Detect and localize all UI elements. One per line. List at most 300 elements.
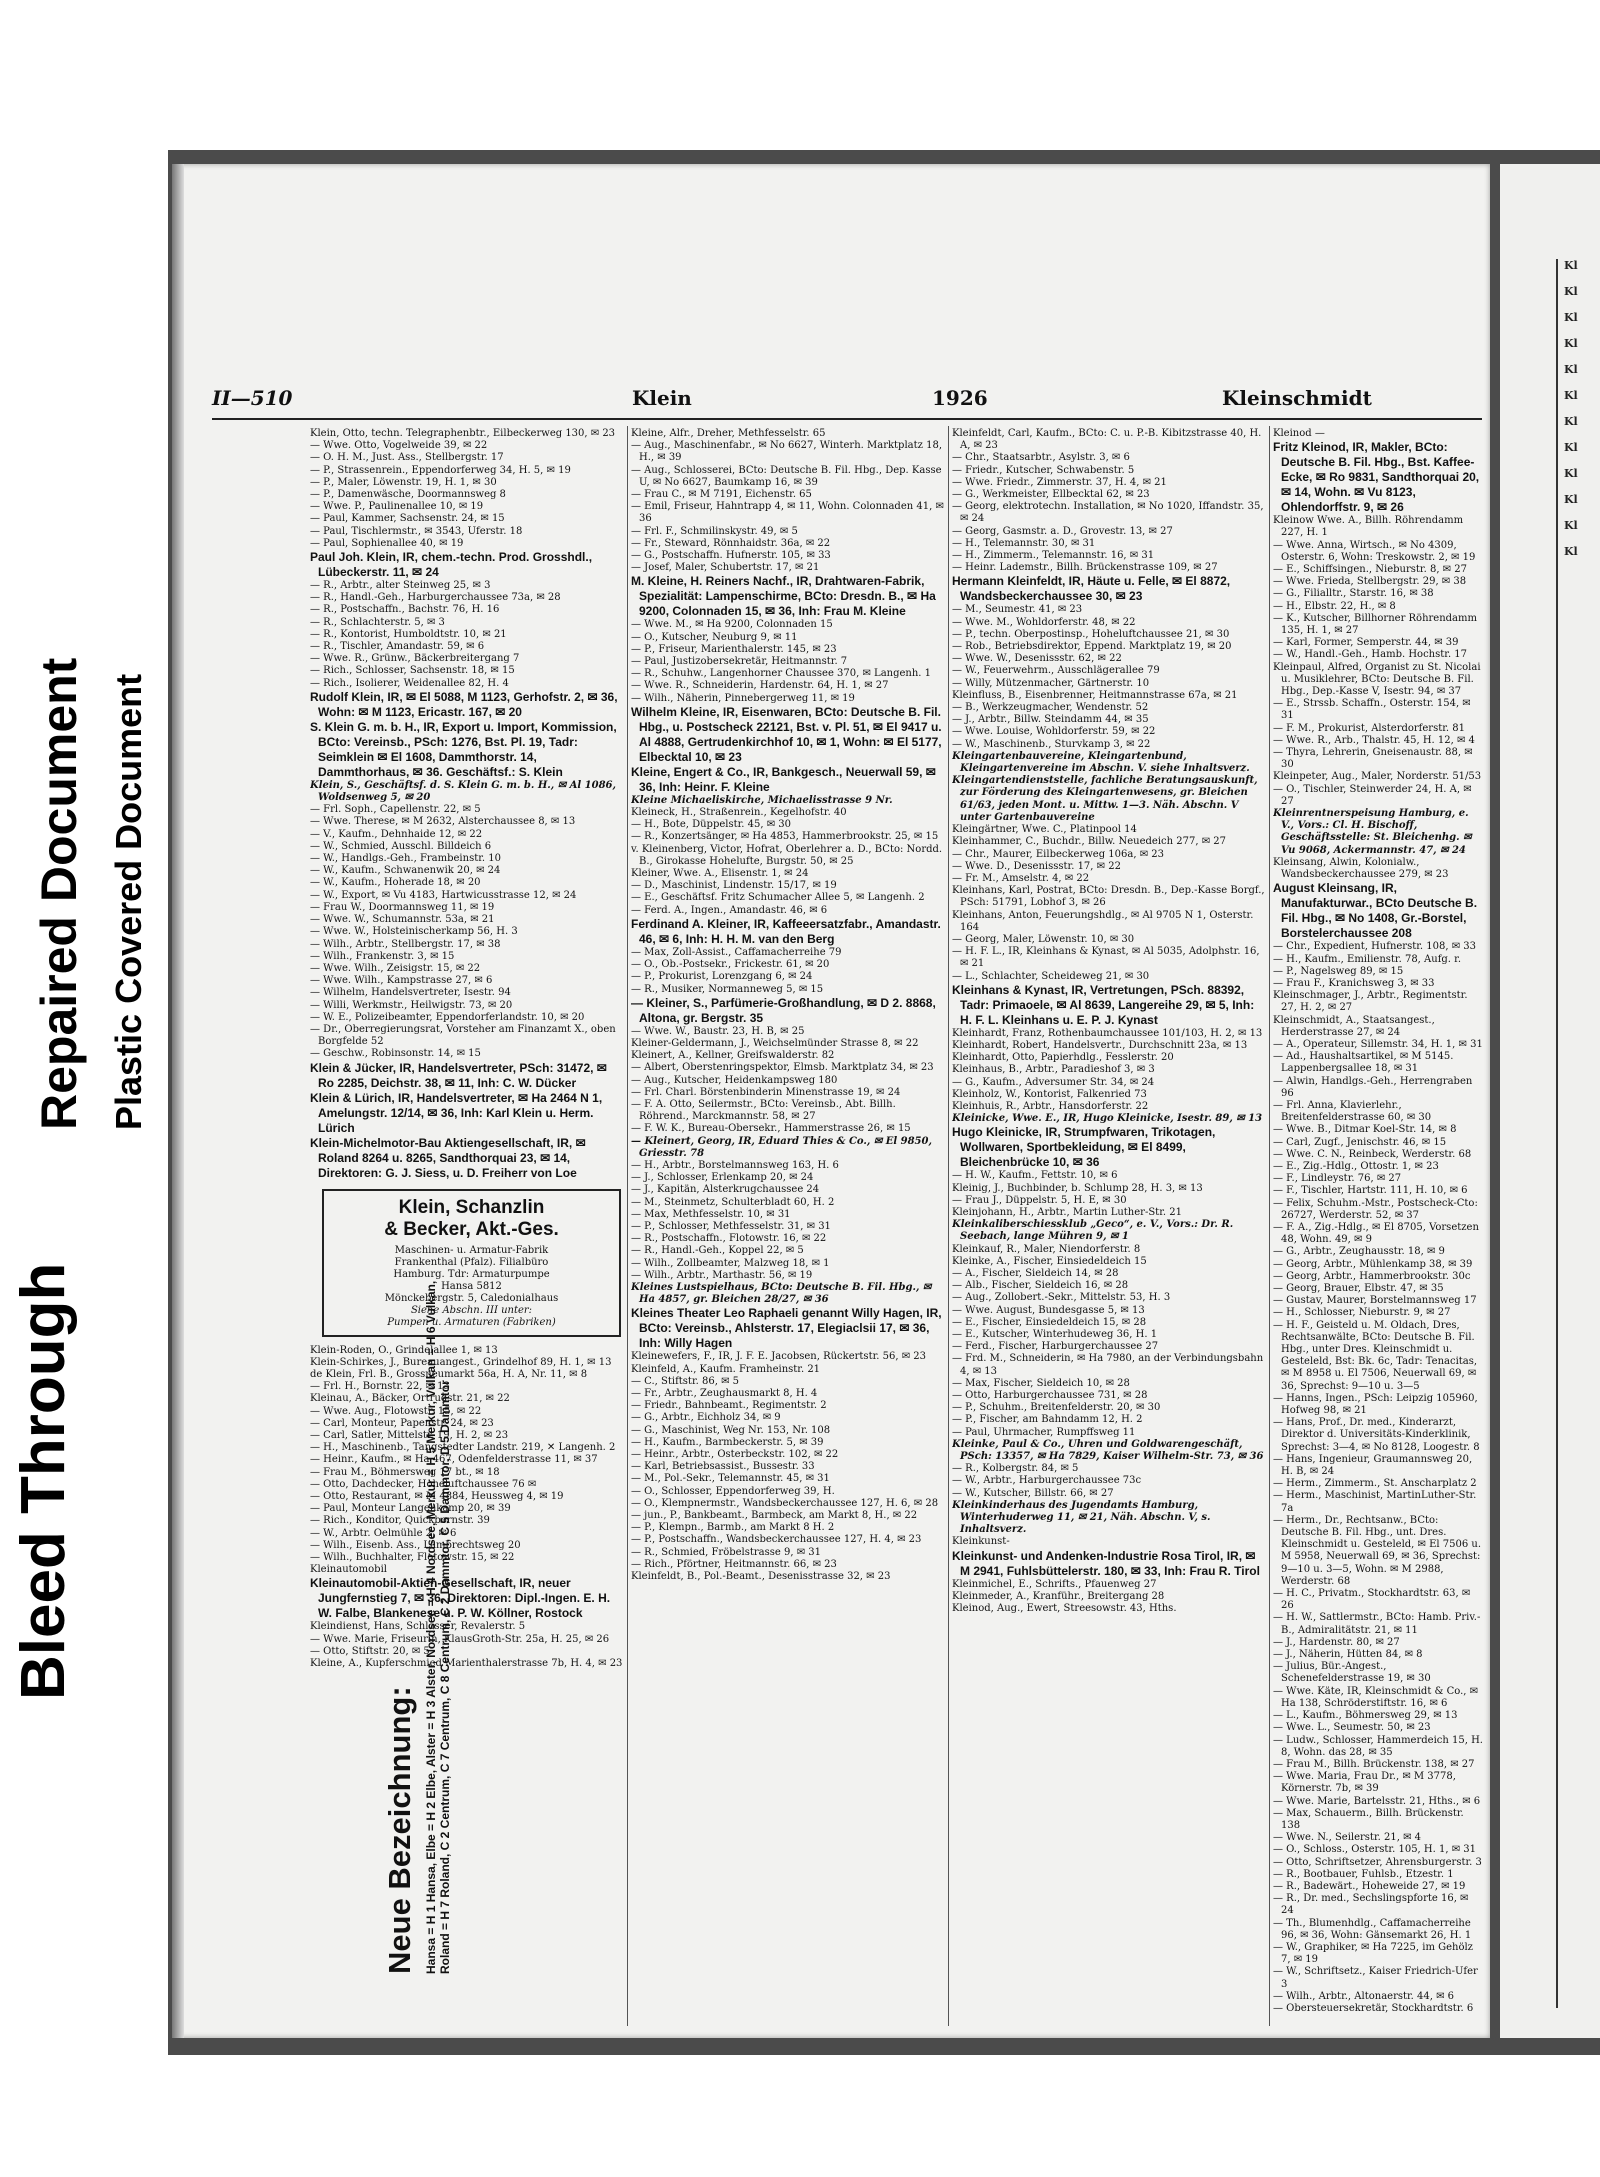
directory-entry: — Hans, Ingenieur, Graumannsweg 20, H. B, ✉ 24 (1273, 1453, 1473, 1478)
directory-entry: — Georg, Maler, Löwenstr. 10, ✉ 30 (952, 933, 1135, 945)
directory-entry: — H., Zimmerm., Telemannstr. 16, ✉ 31 (952, 550, 1155, 562)
directory-entry: Fritz Kleinod, IR, Makler, BCto: Deutsche B. Fil. Hbg., Bst. Kaffee-Ecke, ✉ Ro 9831, Sandthorquai 20, ✉ 14, Wohn. ✉ Vu 8123, Ohlendorffstr. 9, ✉ 26 (1273, 440, 1480, 515)
directory-entry: — Willy, Mützenmacher, Gärtnerstr. 10 (952, 677, 1150, 689)
directory-entry: — Max, Schauerm., Billh. Brückenstr. 138 (1273, 1807, 1464, 1831)
directory-entry: — H. F. L., IR, Kleinhans & Kynast, ✉ Al 5035, Adolphstr. 16, ✉ 21 (952, 946, 1260, 970)
directory-entry: — Chr., Staatsarbtr., Asylstr. 3, ✉ 6 (952, 452, 1130, 464)
directory-entry: — H., Maschinenb., Tangstedter Landstr. 219, ✕ Langenh. 2 (310, 1442, 616, 1454)
directory-entry: — R., Handl.-Geh., Harburgerchaussee 73a, ✉ 28 (310, 592, 561, 604)
directory-entry: Kleingartenbauvereine, Kleingartenbund, Kleingartenvereine im Abschn. V. siehe Inhaltsverz. (952, 750, 1250, 775)
ad-title-1: Klein, Schanzlin (398, 1196, 545, 1218)
directory-entry: — Rich., Isolierer, Weidenallee 82, H. 4 (310, 677, 509, 689)
directory-entry: — Georg, Gasmstr. a. D., Grovestr. 13, ✉ 27 (952, 525, 1173, 537)
directory-entry: — Wwe. R., Grünw., Bäckerbreitergang 7 (310, 653, 520, 665)
directory-entry: — O., Ob.-Postsekr., Frickestr. 61, ✉ 20 (631, 959, 830, 971)
directory-entry: M. Kleine, H. Reiners Nachf., IR, Drahtwaren-Fabrik, Spezialität: Lampenschirme, BCto: Dresdn. B., ✉ Ha 9200, Colonnaden 15, ✉ 36, Inh: Frau M. Kleine (631, 574, 936, 619)
directory-entry: Kleinhardt, Franz, Rothenbaumchaussee 101/103, H. 2, ✉ 13 (952, 1027, 1263, 1039)
entry-column-3 (952, 428, 1267, 2028)
directory-entry: — E., Kutscher, Winterhudeweg 36, H. 1 (952, 1329, 1158, 1340)
ad-line: Frankenthal (Pfalz). Filialbüro (394, 1256, 549, 1268)
directory-entry: — Frau C., ✉ M 7191, Eichenstr. 65 (631, 489, 812, 501)
directory-entry: — Wwe. W., Holsteinischerkamp 56, H. 3 (310, 926, 518, 938)
directory-entry: — Karl, Betriebsassist., Bussestr. 33 (631, 1461, 815, 1473)
directory-entry: — Gustav, Maurer, Borstelmannsweg 17 (1273, 1295, 1477, 1307)
directory-entry: Kleinicke, Wwe. E., IR, Hugo Kleinicke, Isestr. 89, ✉ 13 (952, 1113, 1263, 1125)
directory-entry: — P., Schlosser, Methfesselstr. 31, ✉ 31 (631, 1220, 831, 1232)
directory-entry: — Aug., Schlosserei, BCto: Deutsche B. Fil. Hbg., Dep. Kasse U, ✉ No 6627, Baumkamp 16, ✉ 39 (631, 464, 942, 488)
directory-entry: — Otto, Restaurant, ✉ M 4884, Heussweg 4, ✉ 19 (310, 1490, 564, 1502)
directory-entry: — W., Arbtr. Oelmühle 2, ✉ 6 (310, 1527, 457, 1539)
directory-entry: — W., Kutscher, Billstr. 66, ✉ 27 (952, 1487, 1114, 1499)
advertisement-box (322, 1189, 621, 1337)
directory-entry: Klein & Jücker, IR, Handelsvertreter, PSch: 31472, ✉ Ro 2285, Deichstr. 38, ✉ 11, Inh: C. W. Dücker (310, 1060, 607, 1090)
directory-entry: — G., Arbtr., Zeughausstr. 18, ✉ 9 (1273, 1246, 1445, 1258)
directory-entry: Klein-Schirkes, J., Bureauangest., Grindelhof 89, H. 1, ✉ 13 (310, 1356, 612, 1368)
directory-entry: — Wwe. B., Ditmar Koel-Str. 14, ✉ 8 (1273, 1124, 1457, 1136)
directory-entry: — H., Kaufm., Emilienstr. 78, Aufg. r. (1273, 953, 1462, 965)
directory-entry: — P., Nagelsweg 89, ✉ 15 (1273, 965, 1404, 977)
directory-entry: — O., Kutscher, Neuburg 9, ✉ 11 (631, 631, 798, 643)
directory-entry: — G., Arbtr., Eichholz 34, ✉ 9 (631, 1412, 781, 1424)
directory-entry: — P., Klempn., Barmb., am Markt 8 H. 2 (631, 1522, 835, 1534)
directory-entry: — Dr., Oberregierungsrat, Vorsteher am Finanzamt X., oben Borgfelde 52 (310, 1023, 616, 1048)
directory-entry: Klein-Roden, O., Grindelallee 1, ✉ 13 (310, 1344, 498, 1356)
directory-entry: — A., Fischer, Sieldeich 14, ✉ 28 (952, 1267, 1119, 1279)
directory-entry: — W., Export, ✉ Vu 4183, Hartwicusstrasse 12, ✉ 24 (310, 889, 577, 901)
directory-entry: — jun., P., Bankbeamt., Barmbeck, am Markt 8, H., ✉ 22 (631, 1510, 918, 1522)
ad-title-2: & Becker, Akt.-Ges. (384, 1218, 559, 1240)
directory-entry: — Frl. Soph., Capellenstr. 22, ✉ 5 (310, 804, 481, 816)
directory-entry: Kleinschmidt, A., Staatsangest., Herderstrasse 27, ✉ 24 (1273, 1014, 1435, 1038)
directory-entry: — Paul, Tischlermstr., ✉ 3543, Uferstr. 18 (310, 525, 523, 537)
directory-entry: — G., Kaufm., Adversumer Str. 34, ✉ 24 (952, 1076, 1155, 1088)
directory-entry: — Paul, Kammer, Sachsenstr. 24, ✉ 15 (310, 513, 505, 525)
directory-entry: — Wilh., Buchhalter, Flotowstr. 15, ✉ 22 (310, 1551, 515, 1563)
directory-entry: Kleinfeldt, B., Pol.-Beamt., Desenisstrasse 32, ✉ 23 (631, 1571, 891, 1583)
directory-entry: — Georg, Brauer, Elbstr. 47, ✉ 35 (1273, 1282, 1444, 1294)
directory-entry: — Otto, Stiftstr. 20, ✉ 5 (310, 1645, 430, 1657)
directory-entry: — Fr., Arbtr., Zeughausmarkt 8, H. 4 (631, 1387, 818, 1399)
directory-entry: Kleine, Alfr., Dreher, Methfesselstr. 65 (631, 428, 826, 439)
directory-entry: — R., Arbtr., alter Steinweg 25, ✉ 3 (310, 580, 491, 592)
directory-entry: — P., Strassenrein., Eppendorferweg 34, H. 5, ✉ 19 (310, 464, 571, 476)
directory-entry: Kleineck, H., Straßenrein., Kegelhofstr. 40 (631, 807, 847, 819)
directory-entry: Klein, Otto, techn. Telegraphenbtr., Eilbeckerweg 130, ✉ 23 (310, 428, 616, 439)
directory-entry: Kleinkunst- (952, 1536, 1010, 1548)
directory-entry: — H., Telemannstr. 30, ✉ 31 (952, 537, 1096, 549)
directory-entry: — Frau M., Billh. Brückenstr. 138, ✉ 27 (1273, 1758, 1475, 1770)
cut-off-text: Kl (1564, 519, 1578, 532)
directory-entry: — Wwe. W., Baustr. 23, H. B, ✉ 25 (631, 1025, 805, 1037)
directory-entry: — L., Kaufm., Böhmersweg 29, ✉ 13 (1273, 1710, 1458, 1722)
directory-entry: — G., Postschaffn. Hufnerstr. 105, ✉ 33 (631, 550, 831, 562)
directory-entry: — Wwe. R., Arb., Thalstr. 45, H. 12, ✉ 4 (1273, 734, 1475, 746)
directory-entry: Kleinau, A., Bäcker, Ortrudstr. 21, ✉ 22 (310, 1393, 510, 1405)
ad-line: Hamburg. Tdr: Armaturpumpe (393, 1268, 550, 1280)
directory-entry: — H., Elbstr. 22, H., ✉ 8 (1273, 600, 1396, 612)
directory-entry: — Wwe. August, Bundesgasse 5, ✉ 13 (952, 1304, 1145, 1316)
directory-entry: Kleinod — (1273, 428, 1325, 439)
directory-entry: Kleine, A., Kupferschmied Marienthalerstrasse 7b, H. 4, ✉ 23 (310, 1658, 623, 1669)
directory-entry: — R., Schmied, Fröbelstrasse 9, ✉ 31 (631, 1546, 822, 1558)
directory-entry: — Max, Fischer, Sieldeich 10, ✉ 28 (952, 1377, 1130, 1389)
ad-line: Mönckebergstr. 5, Caledonialhaus (384, 1292, 559, 1304)
directory-entry: — Frau M., Böhmersweg 17 bt., ✉ 18 (310, 1466, 500, 1478)
directory-page (172, 164, 1490, 2038)
directory-entry: — J., Kapitän, Alsterkrugchaussee 24 (631, 1184, 820, 1196)
directory-entry: — E., Zig.-Hdlg., Ottostr. 1, ✉ 23 (1273, 1160, 1439, 1172)
directory-entry: — A., Operateur, Sillemstr. 34, H. 1, ✉ 31 (1273, 1038, 1483, 1050)
column-divider (948, 426, 949, 2026)
directory-entry: — Wwe. Marie, Friseurin, KlausGroth-Str. 25a, H. 25, ✉ 26 (310, 1633, 610, 1645)
directory-entry: Kleinpaul, Alfred, Organist zu St. Nicolai u. Musiklehrer, BCto: Deutsche B. Fil. Hbg., Dep.-Kasse V, Isestr. 94, ✉ 37 (1273, 661, 1481, 698)
cut-off-text: Kl (1564, 415, 1578, 428)
directory-entry: — E., Strssb. Schaffn., Osterstr. 154, ✉ 31 (1273, 698, 1471, 722)
directory-entry: — Friedr., Kutscher, Schwabenstr. 5 (952, 464, 1135, 476)
directory-entry: Kleinpeter, Aug., Maler, Norderstr. 51/53 (1273, 771, 1482, 783)
entry-column-2 (631, 428, 946, 2028)
cut-off-text: Kl (1564, 493, 1578, 506)
directory-entry: Kleindienst, Hans, Schlosser, Revalerstr. 5 (310, 1621, 526, 1633)
directory-entry: — W., Kaufm., Hoherade 18, ✉ 20 (310, 877, 481, 889)
directory-entry: — F. W. K., Bureau-Obersekr., Hammerstrasse 26, ✉ 15 (631, 1123, 911, 1135)
directory-entry: Klein & Lürich, IR, Handelsvertreter, ✉ Ha 2464 N 1, Amelungstr. 12/14, ✉ 36, Inh: Karl Klein u. Herm. Lürich (310, 1090, 603, 1135)
directory-entry: Kleiner, Wwe. A., Elisenstr. 1, ✉ 24 (631, 868, 809, 880)
directory-entry: — Georg, elektrotechn. Installation, ✉ No 1020, Iffandstr. 35, ✉ 24 (952, 501, 1264, 525)
directory-entry: — Kleiner, S., Parfümerie-Großhandlung, ✉ D 2. 8868, Altona, gr. Bergstr. 35 (631, 995, 936, 1025)
directory-entry: — Paul, Sophienallee 40, ✉ 19 (310, 537, 464, 549)
directory-entry: Kleinewefers, F., IR, J. F. E. Jacobsen, Rückertstr. 56, ✉ 23 (631, 1351, 926, 1363)
directory-entry: — W., Handl.-Geh., Hamb. Hochstr. 17 (1273, 649, 1468, 661)
directory-entry: — P., Damenwäsche, Doormannsweg 8 (310, 489, 506, 501)
ad-note: Siehe Abschn. III unter: (410, 1304, 533, 1316)
directory-entry: — Rich., Konditor, Quickbornstr. 39 (310, 1515, 490, 1527)
directory-entry: — H., Kaufm., Barmbeckerstr. 5, ✉ 39 (631, 1436, 824, 1448)
directory-entry: — R., Musiker, Normanneweg 5, ✉ 15 (631, 983, 824, 995)
directory-entry: — Wwe. C. N., Reinbeck, Werderstr. 68 (1273, 1148, 1472, 1160)
directory-entry: Kleinholz, W., Kontorist, Falkenried 73 (952, 1088, 1147, 1100)
cut-off-text: Kl (1564, 363, 1578, 376)
directory-entry: — Georg, Arbtr., Mühlenkamp 38, ✉ 39 (1273, 1258, 1473, 1270)
header-divider (212, 418, 1482, 420)
directory-entry: Kleingärtner, Wwe. C., Platinpool 14 (952, 824, 1137, 836)
directory-entry: — Frl. Charl. Börstenbinderin Minenstrasse 19, ✉ 24 (631, 1086, 901, 1098)
directory-entry: Hermann Kleinfeldt, IR, Häute u. Felle, ✉ El 8872, Wandsbeckerchaussee 30, ✉ 23 (952, 574, 1231, 604)
directory-entry: — H., Bote, Düppelstr. 45, ✉ 30 (631, 819, 792, 831)
directory-entry: — Fr., Steward, Rönnhaidstr. 36a, ✉ 22 (631, 537, 831, 549)
directory-entry: — F. M., Prokurist, Alsterdorferstr. 81 (1273, 722, 1465, 734)
directory-entry: August Kleinsang, IR, Manufakturwar., BCto Deutsche B. Fil. Hbg., ✉ No 1408, Gr.-Borstel, Borstelerchaussee 208 (1273, 881, 1478, 941)
directory-entry: S. Klein G. m. b. H., IR, Export u. Import, Kommission, BCto: Vereinsb., PSch: 1276, Bst. Pl. 19, Tadr: Seimklein ✉ El 1608, Dammthorstr. 14, Dammthorhaus, ✉ 36. Geschäftsf.: S. Klein (310, 719, 617, 779)
directory-entry: — R., Badewärt., Hoheweide 27, ✉ 19 (1273, 1880, 1466, 1892)
directory-entry: Kleinjohann, H., Arbtr., Martin Luther-Str. 21 (952, 1206, 1182, 1218)
directory-entry: — Wwe. Maria, Frau Dr., ✉ M 3778, Körnerstr. 7b, ✉ 39 (1273, 1771, 1456, 1795)
directory-entry: — Wilh., Eisenb. Ass., Lambrechtsweg 20 (310, 1539, 521, 1551)
directory-entry: — Alwin, Handlgs.-Geh., Herrengraben 96 (1273, 1075, 1473, 1099)
directory-entry: — Wwe. Frieda, Stellbergstr. 29, ✉ 38 (1273, 576, 1467, 588)
ad-line: Maschinen- u. Armatur-Fabrik (394, 1244, 549, 1256)
directory-entry: — R., Postschaffn., Flotowstr. 16, ✉ 22 (631, 1233, 827, 1245)
directory-entry: — J., Hardenstr. 80, ✉ 27 (1273, 1636, 1400, 1648)
directory-entry: Paul Joh. Klein, IR, chem.-techn. Prod. Grosshdl., Lübeckerstr. 11, ✉ 24 (310, 550, 593, 580)
directory-entry: — V., Kaufm., Dehnhaide 12, ✉ 22 (310, 828, 483, 840)
entry-column-1 (310, 428, 625, 2028)
directory-entry: — Frl. H., Bornstr. 22, ✉ 13 (310, 1381, 450, 1393)
directory-entry: Kleinfeld, A., Kaufm. Framheinstr. 21 (631, 1363, 821, 1375)
cut-off-text: Kl (1564, 441, 1578, 454)
column-divider (627, 426, 628, 2026)
directory-entry: — R., Handl.-Geh., Koppel 22, ✉ 5 (631, 1245, 804, 1257)
directory-entry: — R., Schlachterstr. 5, ✉ 3 (310, 616, 445, 628)
directory-entry: — Georg, Arbtr., Hammerbrookstr. 30c (1273, 1270, 1471, 1282)
directory-entry: — Wwe. Louise, Wohldorferstr. 59, ✉ 22 (952, 726, 1156, 738)
directory-entry: Kleinsang, Alwin, Kolonialw., Wandsbeckerchaussee 279, ✉ 23 (1273, 856, 1449, 881)
directory-entry: — Wwe. Käte, IR, Kleinschmidt & Co., ✉ Ha 138, Schröderstiftstr. 16, ✉ 6 (1273, 1685, 1479, 1709)
directory-entry: — O. H. M., Just. Ass., Stellbergstr. 17 (310, 452, 504, 464)
directory-entry: — Wilh., Näherin, Pinnebergerweg 11, ✉ 19 (631, 692, 855, 704)
directory-entry: — Carl, Zugf., Jenischstr. 46, ✉ 15 (1273, 1136, 1447, 1148)
directory-entry: — Wwe. Aug., Flotowstr. 15, ✉ 22 (310, 1405, 482, 1417)
directory-entry: — Julius, Bür.-Angest., Schenefelderstrasse 19, ✉ 30 (1273, 1661, 1431, 1685)
cut-off-text: Kl (1564, 389, 1578, 402)
directory-entry: — Wwe. Wilh., Zeisigstr. 15, ✉ 22 (310, 962, 481, 974)
directory-entry: Kleinke, A., Fischer, Einsiedeldeich 15 (952, 1255, 1147, 1267)
legend-line-2: Roland = H 7 Roland, C 2 Centrum, C 7 Centrum, C 8 Centrum, C 2 Dammtor, C 5 Dammtor, D 5 Dammtor (438, 1380, 452, 1974)
directory-entry: Kleinautomobil (310, 1564, 387, 1576)
directory-entry: — H., Schlosser, Nieburstr. 9, ✉ 27 (1273, 1307, 1451, 1319)
directory-entry: Rudolf Klein, IR, ✉ El 5088, M 1123, Gerhofstr. 2, ✉ 36, Wohn: ✉ M 1123, Ericastr. 167, ✉ 20 (310, 689, 618, 719)
directory-entry: — Aug., Maschinenfabr., ✉ No 6627, Winterh. Marktplatz 18, H., ✉ 39 (631, 440, 942, 464)
directory-entry: — Paul, Uhrmacher, Rumpffsweg 11 (952, 1426, 1136, 1438)
directory-entry: — H. W., Kaufm., Fettstr. 10, ✉ 6 (952, 1170, 1118, 1182)
directory-entry: Kleingartendienststelle, fachliche Beratungsauskunft, zur Förderung des Kleingartenwesens, gr. Bleichen 61/63, jeden Mont. u. Mittw. 1—3. Näh. Abschn. V unter Gartenbauvereine (952, 775, 1258, 823)
directory-entry: — Aug., Zollobert.-Sekr., Mittelstr. 53, H. 3 (952, 1292, 1171, 1304)
directory-entry: — W., Handlgs.-Geh., Frambeinstr. 10 (310, 853, 501, 865)
ad-line: Hansa 5812 (441, 1280, 502, 1292)
directory-entry: — W., Feuerwehrm., Ausschlägerallee 79 (952, 665, 1160, 677)
directory-entry: — E., Geschäftsf. Fritz Schumacher Allee 5, ✉ Langenh. 2 (631, 892, 925, 904)
directory-entry: — Wwe. M., Wohldorferstr. 48, ✉ 22 (952, 616, 1136, 628)
directory-entry: — W., Graphiker, ✉ Ha 7225, im Gehölz 7, ✉ 19 (1273, 1941, 1473, 1966)
directory-entry: — W., Kaufm., Schwanenwik 20, ✉ 24 (310, 865, 501, 877)
directory-entry: — Carl, Satler, Mittelstr. 19, H. 2, ✉ 23 (310, 1429, 509, 1441)
directory-entry: — Frau F., Kranichsweg 3, ✉ 33 (1273, 977, 1435, 989)
directory-entry: — Carl, Monteur, Papenstr. 24, ✉ 23 (310, 1417, 494, 1429)
directory-entry: — Frl. F., Schmilinskystr. 49, ✉ 5 (631, 525, 798, 537)
directory-entry: Kleine, Engert & Co., IR, Bankgesch., Neuerwall 59, ✉ 36, Inh: Heinr. F. Kleine (631, 764, 936, 794)
directory-entry: — Herm., Maschinist, MartinLuther-Str. 7a (1273, 1490, 1477, 1514)
directory-entry: — Otto, Schriftsetzer, Ahrensburgerstr. 3 (1273, 1856, 1482, 1868)
directory-entry: Kleinmichel, E., Schrifts., Pfauenweg 27 (952, 1578, 1157, 1590)
directory-entry: — Ad., Haushaltsartikel, ✉ M 5145. Lappenbergsallee 18, ✉ 31 (1273, 1051, 1454, 1075)
header-year: 1926 (932, 386, 988, 410)
directory-entry: de Klein, Frl. B., Grossneumarkt 56a, H. A, Nr. 11, ✉ 8 (310, 1368, 588, 1380)
directory-entry: — Willi, Werkmstr., Heilwigstr. 73, ✉ 20 (310, 999, 513, 1011)
directory-entry: Kleinhardt, Otto, Papierhdlg., Fesslerstr. 20 (952, 1052, 1174, 1064)
directory-entry: — Wwe. D., Desenissstr. 17, ✉ 22 (952, 860, 1121, 872)
directory-entry: — O., Schloss., Osterstr. 105, H. 1, ✉ 31 (1273, 1844, 1476, 1856)
directory-entry: Kleinautomobil-Aktien-Gesellschaft, IR, neuer Jungfernstieg 7, ✉ 36, Direktoren: Dipl.-Ingen. E. H. W. Falbe, Blankenese u. P. W. Köllner, Rostock (310, 1576, 611, 1621)
cut-off-text: Kl (1564, 311, 1578, 324)
directory-entry: Kleiner-Geldermann, J., Weichselmünder Strasse 8, ✉ 22 (631, 1037, 919, 1049)
directory-entry: — Wwe. Friedr., Zimmerstr. 37, H. 4, ✉ 21 (952, 476, 1167, 488)
directory-entry: — G., Maschinist, Weg Nr. 153, Nr. 108 (631, 1424, 831, 1436)
directory-entry: — Obersteuersekretär, Stockhardtstr. 6 (1273, 2002, 1474, 2014)
directory-entry: Kleinhans, Karl, Postrat, BCto: Dresdn. B., Dep.-Kasse Borgf., PSch: 51791, Lobhof 3, ✉ 26 (952, 885, 1265, 909)
directory-entry: — Hans, Prof., Dr. med., Kinderarzt, Direktor d. Universitäts-Kinderklinik, Sprechst: 3—4, ✉ No 8128, Loogestr. 8 (1273, 1417, 1480, 1453)
directory-entry: — Alb., Fischer, Sieldeich 16, ✉ 28 (952, 1280, 1129, 1292)
directory-entry: — P., Schuhm., Breitenfelderstr. 20, ✉ 30 (952, 1402, 1161, 1414)
directory-entry: — Rich., Schlosser, Sachsenstr. 18, ✉ 15 (310, 665, 515, 677)
directory-entry: Kleinig, J., Buchbinder, b. Schlump 28, H. 3, ✉ 13 (952, 1182, 1203, 1194)
directory-entry: — Josef, Maler, Schubertstr. 17, ✉ 21 (631, 562, 820, 574)
directory-entry: — Wilh., Arbtr., Marthastr. 56, ✉ 19 (631, 1269, 813, 1281)
directory-entry: Kleines Theater Leo Raphaeli genannt Willy Hagen, IR, BCto: Vereinsb., Ahlsterstr. 17, Elegiaclsii 17, ✉ 36, Inh: Willy Hagen (631, 1306, 942, 1351)
directory-entry: — B., Werkzeugmacher, Wendenstr. 52 (952, 702, 1149, 714)
directory-entry: — R., Schuhw., Langenhorner Chaussee 370, ✉ Langenh. 1 (631, 668, 932, 680)
directory-entry: — Chr., Maurer, Eilbeckerweg 106a, ✉ 23 (952, 848, 1164, 860)
directory-entry: — Friedr., Bahnbeamt., Regimentstr. 2 (631, 1400, 827, 1412)
directory-entry: — E., Schiffsingen., Nieburstr. 8, ✉ 27 (1273, 564, 1467, 576)
directory-entry: — Wwe. M., ✉ Ha 9200, Colonnaden 15 (631, 619, 833, 631)
directory-entry: — P., Maler, Löwenstr. 19, H. 1, ✉ 30 (310, 476, 497, 488)
directory-entry: — G., Filialltr., Starstr. 16, ✉ 38 (1273, 588, 1434, 600)
legend-title: Neue Bezeichnung: (382, 1686, 417, 1974)
directory-entry: — P., techn. Oberpostinsp., Hoheluftchaussee 21, ✉ 30 (952, 628, 1230, 640)
directory-entry: — Aug., Kutscher, Heidenkampsweg 180 (631, 1074, 838, 1086)
header-last-entry: Kleinschmidt (1222, 386, 1372, 410)
legend-line-1: Hansa = H 1 Hansa, Elbe = H 2 Elbe, Alster = H 3 Alster, Nordsee = H 4 Nordsee, Merkur = H 5 Merkur, Vulkan = H 6 Vulkan, (424, 1280, 438, 1974)
directory-entry: Kleinhans & Kynast, IR, Vertretungen, PSch. 88392, Tadr: Primaoele, ✉ Al 8639, Langereihe 29, ✉ 5, Inh: H. F. L. Kleinhans u. E. P. J. Kynast (952, 982, 1255, 1027)
directory-entry: — Wwe. Marie, Bartelsstr. 21, Hths., ✉ 6 (1273, 1795, 1481, 1807)
directory-entry: — E., Fischer, Einsiedeldeich 15, ✉ 28 (952, 1316, 1147, 1328)
directory-entry: Kleinke, Paul & Co., Uhren und Goldwarengeschäft, PSch: 13357, ✉ Ha 7829, Kaiser Wilhelm-Str. 73, ✉ 36 (952, 1438, 1264, 1463)
directory-entry: — Wwe. N., Seilerstr. 21, ✉ 4 (1273, 1832, 1421, 1844)
directory-entry: — R., Bootbauer, Fuhlsb., Etzestr. 1 (1273, 1868, 1454, 1880)
directory-entry: Kleine Michaeliskirche, Michaelisstrasse 9 Nr. (631, 794, 893, 806)
cut-off-text: Kl (1564, 467, 1578, 480)
directory-entry: — R., Konzertsänger, ✉ Ha 4853, Hammerbrookstr. 25, ✉ 15 (631, 831, 939, 843)
directory-entry: — M., Pol.-Sekr., Telemannstr. 45, ✉ 31 (631, 1473, 830, 1485)
directory-entry: — J., Schlosser, Erlenkamp 20, ✉ 24 (631, 1172, 814, 1184)
directory-entry: — R., Kontorist, Humboldtstr. 10, ✉ 21 (310, 628, 507, 640)
directory-entry: — Ludw., Schlosser, Hammerdeich 15, H. 8, Wohn. das 28, ✉ 35 (1273, 1734, 1483, 1758)
repaired-document-label: Repaired Document (31, 657, 87, 1130)
directory-entry: — Rob., Betriebsdirektor, Eppend. Marktplatz 19, ✉ 20 (952, 641, 1232, 653)
directory-entry: — Wwe. Therese, ✉ M 2632, Alsterchaussee 8, ✉ 13 (310, 816, 576, 828)
directory-entry: — Heinr. Lademstr., Billh. Brückenstrasse 109, ✉ 27 (952, 562, 1218, 574)
directory-entry: — P., Prokurist, Lorenzgang 6, ✉ 24 (631, 971, 813, 983)
next-page-edge (1500, 164, 1600, 2038)
directory-entry: — J., Arbtr., Billw. Steindamm 44, ✉ 35 (952, 714, 1149, 726)
directory-entry: Kleinschmager, J., Arbtr., Regimentstr. 27, H. 2, ✉ 27 (1273, 990, 1468, 1014)
directory-entry: — Paul, Monteur Langenkamp 20, ✉ 39 (310, 1503, 511, 1515)
directory-entry: — K., Kutscher, Billhorner Röhrendamm 135, H. 1, ✉ 27 (1273, 612, 1477, 637)
directory-entry: — P., Friseur, Marienthalerstr. 145, ✉ 23 (631, 643, 837, 655)
directory-entry: — Wwe. R., Schneiderin, Hardenstr. 64, H. 1, ✉ 27 (631, 680, 889, 692)
directory-entry: Kleinod, Aug., Ewert, Streesowstr. 43, Hths. (952, 1603, 1177, 1615)
cut-off-text: Kl (1564, 337, 1578, 350)
entry-column-4 (1273, 428, 1483, 2028)
directory-entry: — Paul, Justizobersekretär, Heitmannstr. 7 (631, 656, 848, 668)
directory-entry: — Herm., Dr., Rechtsanw., BCto: Deutsche B. Fil. Hbg., unt. Dres. Kleinschmidt u. Gesteleld, ✉ El 7506 u. M 5958, Neuerwall 69, ✉ 36, Sprechst: 9—10 u. 3—5, Wohn. ✉ M 2988, Werderstr. 68 (1273, 1514, 1482, 1587)
cut-off-text: Kl (1564, 545, 1578, 558)
directory-entry: v. Kleinenberg, Victor, Hofrat, Oberlehrer a. D., BCto: Nordd. B., Girokasse Hohelufte, Burgstr. 50, ✉ 25 (631, 843, 943, 867)
directory-entry: — Wwe. P., Paulinenallee 10, ✉ 19 (310, 501, 484, 513)
directory-entry: Kleinfluss, B., Eisenbrenner, Heitmannstrasse 67a, ✉ 21 (952, 689, 1238, 701)
plastic-covered-label: Plastic Covered Document (108, 673, 149, 1130)
directory-entry: — Albert, Oberstenringspektor, Elmsb. Marktplatz 34, ✉ 23 (631, 1062, 934, 1074)
directory-entry: — R., Postschaffn., Bachstr. 76, H. 16 (310, 604, 500, 616)
directory-entry: Kleinhans, Anton, Feuerungshdlg., ✉ Al 9705 N 1, Osterstr. 164 (952, 909, 1254, 933)
directory-entry: Klein, S., Geschäftsf. d. S. Klein G. m. b. H., ✉ Al 1086, Woldsenweg 5, ✉ 20 (310, 779, 616, 804)
directory-entry: — Chr., Expedient, Hufnerstr. 108, ✉ 33 (1273, 941, 1476, 953)
cut-off-text: Kl (1564, 259, 1578, 272)
directory-entry: — M., Seumestr. 41, ✉ 23 (952, 604, 1083, 616)
directory-entry: Kleinhardt, Robert, Handelsvertr., Durchschnitt 23a, ✉ 13 (952, 1039, 1248, 1051)
directory-entry: — Max, Zoll-Assist., Caffamacherreihe 79 (631, 946, 842, 958)
directory-entry: — F. A., Zig.-Hdlg., ✉ El 8705, Vorsetzen 48, Wohn. 49, ✉ 9 (1273, 1221, 1479, 1246)
directory-entry: — W. E., Polizeibeamter, Eppendorferlandstr. 10, ✉ 20 (310, 1011, 585, 1023)
directory-entry: — O., Klempnermstr., Wandsbeckerchaussee 127, H. 6, ✉ 28 (631, 1497, 939, 1509)
directory-entry: — R., Dr. med., Sechslingspforte 16, ✉ 24 (1273, 1893, 1469, 1917)
directory-entry: Klein-Michelmotor-Bau Aktiengesellschaft, IR, ✉ Roland 8264 u. 8265, Sandthorquai 23, ✉ 14, Direktoren: G. J. Siess, u. D. Freiherr von Loe (310, 1135, 586, 1180)
directory-entry: — O., Tischler, Steinwerder 24, H. A, ✉ 27 (1273, 783, 1472, 807)
directory-entry: — Wilh., Arbtr., Stellbergstr. 17, ✉ 38 (310, 938, 501, 950)
directory-entry: — Frd. M., Schneiderin, ✉ Ha 7980, an der Verbindungsbahn 4, ✉ 13 (952, 1353, 1264, 1377)
next-page-fragments (1564, 259, 1600, 571)
directory-entry: Kleinkauf, R., Maler, Niendorferstr. 8 (952, 1243, 1141, 1255)
directory-entry: — Wwe. Anna, Wirtsch., ✉ No 4309, Osterstr. 6, Wohn: Treskowstr. 2, ✉ 19 (1273, 539, 1476, 563)
directory-entry: — Fr. M., Amselstr. 4, ✉ 22 (952, 872, 1090, 884)
directory-entry: Kleinfeldt, Carl, Kaufm., BCto: C. u. P.-B. Kibitzstrasse 40, H. A, ✉ 23 (952, 428, 1262, 452)
directory-entry: — F., Tischler, Hartstr. 111, H. 10, ✉ 6 (1273, 1185, 1468, 1197)
directory-entry: — Kleinert, Georg, IR, Eduard Thies & Co., ✉ El 9850, Griesstr. 78 (631, 1135, 932, 1159)
directory-entry: — Geschw., Robinsonstr. 14, ✉ 15 (310, 1048, 481, 1060)
directory-entry: — R., Kolbergstr. 84, ✉ 5 (952, 1463, 1079, 1475)
directory-entry: — W., Schriftsetz., Kaiser Friedrich-Ufer 3 (1273, 1966, 1478, 1990)
directory-entry: — Wwe. Otto, Vogelweide 39, ✉ 22 (310, 440, 488, 452)
header-first-entry: Klein (632, 386, 692, 410)
directory-entry: — Wwe. W., Schumannstr. 53a, ✉ 21 (310, 914, 495, 926)
directory-entry: — H., Arbtr., Borstelmannsweg 163, H. 6 (631, 1159, 839, 1171)
directory-entry: Kleinrentnerspeisung Hamburg, e. V., Vors.: Cl. H. Bischoff, Geschäftsstelle: St. Bleichenhg. ✉ Vu 9068, Ackermannstr. 47, ✉ 24 (1273, 808, 1472, 856)
directory-entry: — Wilh., Frankenstr. 3, ✉ 15 (310, 950, 455, 962)
directory-entry: Hugo Kleinicke, IR, Strumpfwaren, Trikotagen, Wollwaren, Sportbekleidung, ✉ El 8499, Bleichenbrücke 10, ✉ 36 (952, 1125, 1216, 1170)
directory-entry: — Hanns, Ingen., PSch: Leipzig 105960, Hofweg 98, ✉ 21 (1273, 1392, 1478, 1417)
directory-entry: — L., Schlachter, Scheideweg 21, ✉ 30 (952, 970, 1150, 982)
directory-entry: Wilhelm Kleine, IR, Eisenwaren, BCto: Deutsche B. Fil. Hbg., u. Postscheck 22121, Bst. v. Pl. 51, ✉ El 9417 u. Al 4888, Gertrudenkirchhof 10, ✉ 1, Wohn: ✉ El 5177, Elbecktal 10, ✉ 23 (631, 704, 942, 764)
directory-entry: — Thyra, Lehrerin, Gneisenaustr. 88, ✉ 30 (1273, 747, 1473, 771)
directory-entry: — Th., Blumenhdlg., Caffamacherreihe 96, ✉ 36, Wohn: Gänsemarkt 26, H. 1 (1273, 1917, 1472, 1941)
ad-note: Pumpen u. Armaturen (Fabriken) (387, 1316, 556, 1328)
directory-entry: Kleinkunst- und Andenken-Industrie Rosa Tirol, IR, ✉ M 2941, Fuhlsbüttelerstr. 180, ✉ 33, Inh: Frau R. Tirol (952, 1548, 1260, 1578)
cut-off-text: Kl (1564, 285, 1578, 298)
directory-entry: — P., Fischer, am Bahndamm 12, H. 2 (952, 1414, 1143, 1426)
directory-entry: — Otto, Dachdecker, Hoheluftchaussee 76 ✉ (310, 1478, 537, 1490)
directory-entry: — H. C., Privatm., Stockhardtstr. 63, ✉ 26 (1273, 1588, 1471, 1612)
directory-entry: Kleinhuis, R., Arbtr., Hansdorferstr. 22 (952, 1100, 1149, 1112)
directory-entry: — H. W., Sattlermstr., BCto: Hamb. Priv.-B., Admiralitätstr. 21, ✉ 11 (1273, 1612, 1481, 1636)
directory-entry: — R., Tischler, Amandastr. 59, ✉ 6 (310, 641, 485, 653)
directory-entry: — Otto, Harburgerchaussee 731, ✉ 28 (952, 1390, 1148, 1402)
directory-entry: — C., Stiftstr. 86, ✉ 5 (631, 1375, 739, 1387)
directory-entry: Kleinhaus, B., Arbtr., Paradieshof 3, ✉ 3 (952, 1064, 1155, 1076)
directory-entry: — W., Schmied, Ausschl. Billdeich 6 (310, 840, 492, 852)
directory-entry: — W., Arbtr., Harburgerchaussee 73c (952, 1475, 1142, 1487)
directory-entry: Kleinkinderhaus des Jugendamts Hamburg, Winterhuderweg 11, ✉ 21, Näh. Abschn. V, s. Inhaltsverz. (952, 1499, 1211, 1536)
directory-entry: — Wilh., Zollbeamter, Malzweg 18, ✉ 1 (631, 1257, 830, 1269)
